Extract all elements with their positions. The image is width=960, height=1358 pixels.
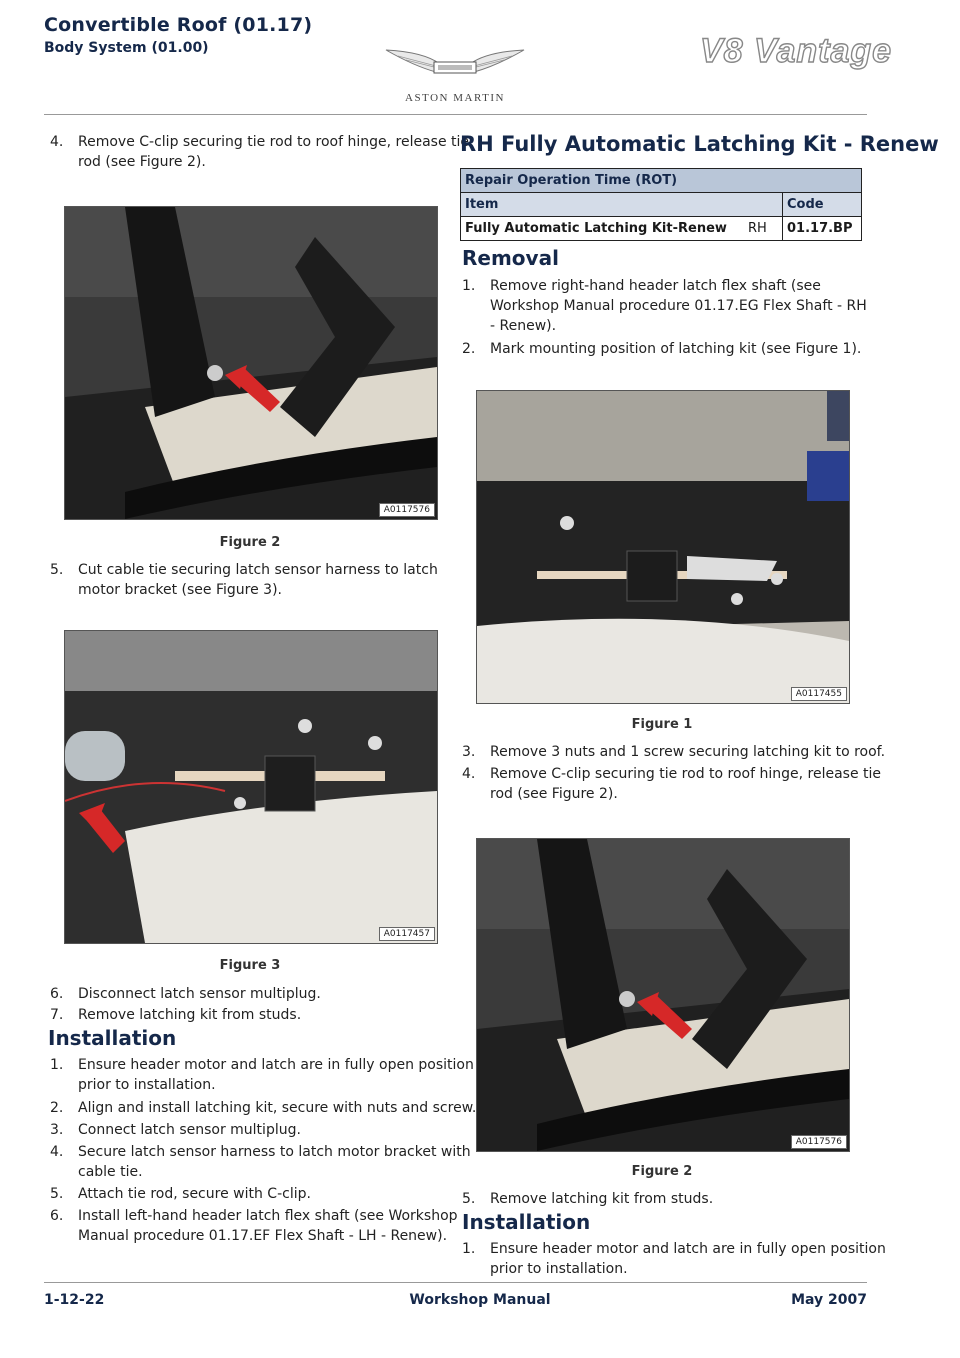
brand-wings-logo — [384, 42, 526, 88]
document-subtitle: Body System (01.00) — [44, 40, 209, 56]
install-step-1-left: 1. Ensure header motor and latch are in fully open position prior to installation. — [50, 1057, 474, 1093]
figure-2-photo-right — [476, 838, 850, 1152]
figure-2-code: A0117576 — [379, 503, 435, 517]
removal-step-1: 1. Remove right-hand header latch flex shaft (see Workshop Manual procedure 01.17.EG Flex Shaft - RH - Renew). — [462, 278, 867, 334]
step-5: 5. Cut cable tie securing latch sensor harness to latch motor bracket (see Figure 3). — [50, 562, 438, 598]
rot-row-side: RH — [744, 217, 783, 241]
removal-heading: Removal — [462, 246, 559, 270]
document-title: Convertible Roof (01.17) — [44, 14, 313, 36]
figure-1-caption: Figure 1 — [631, 717, 693, 732]
figure-2-code-right: A0117576 — [791, 1135, 847, 1149]
brand-name: ASTON MARTIN — [405, 92, 505, 104]
installation-heading-left: Installation — [48, 1026, 177, 1050]
install-step-3-left: 3. Connect latch sensor multiplug. — [50, 1122, 301, 1138]
step-7: 7. Remove latching kit from studs. — [50, 1007, 302, 1023]
removal-step-5: 5. Remove latching kit from studs. — [462, 1191, 714, 1207]
footer-rule — [44, 1282, 867, 1283]
figure-3-code: A0117457 — [379, 927, 435, 941]
figure-2-caption-right: Figure 2 — [631, 1164, 693, 1179]
install-step-5-left: 5. Attach tie rod, secure with C-clip. — [50, 1186, 311, 1202]
rot-row-item: Fully Automatic Latching Kit-Renew — [461, 217, 745, 241]
figure-1-photo — [476, 390, 850, 704]
header-rule — [44, 114, 867, 115]
section-title: RH Fully Automatic Latching Kit - Renew — [460, 132, 939, 156]
removal-step-2: 2. Mark mounting position of latching kit (see Figure 1). — [462, 341, 862, 357]
manual-name: Workshop Manual — [409, 1292, 551, 1308]
install-step-4-left: 4. Secure latch sensor harness to latch motor bracket with cable tie. — [50, 1144, 471, 1180]
rot-table — [460, 168, 862, 241]
figure-3-photo — [64, 630, 438, 944]
figure-3-caption: Figure 3 — [219, 958, 281, 973]
rot-row-code: 01.17.BP — [783, 217, 862, 241]
removal-step-3: 3. Remove 3 nuts and 1 screw securing latching kit to roof. — [462, 744, 886, 760]
step-6: 6. Disconnect latch sensor multiplug. — [50, 986, 321, 1002]
install-step-6-left: 6. Install left-hand header latch flex shaft (see Workshop Manual procedure 01.17.EF Flex Shaft - LH - Renew). — [50, 1208, 458, 1244]
rot-col-item: Item — [461, 193, 783, 217]
page-number: 1-12-22 — [44, 1292, 105, 1308]
figure-1-code: A0117455 — [791, 687, 847, 701]
removal-step-4: 4. Remove C-clip securing tie rod to roof hinge, release tie rod (see Figure 2). — [462, 766, 882, 802]
figure-2-caption: Figure 2 — [219, 535, 281, 550]
step-4: 4. Remove C-clip securing tie rod to roof hinge, release tie rod (see Figure 2). — [50, 134, 470, 170]
model-wordmark: V8 Vantage — [700, 32, 893, 70]
install-step-1-right: 1. Ensure header motor and latch are in fully open position prior to installation. — [462, 1241, 886, 1277]
installation-heading-right: Installation — [462, 1210, 591, 1234]
figure-2-photo — [64, 206, 438, 520]
install-step-2-left: 2. Align and install latching kit, secure with nuts and screw. — [50, 1100, 477, 1116]
publication-date: May 2007 — [791, 1292, 867, 1308]
rot-col-code: Code — [783, 193, 862, 217]
rot-table-header: Repair Operation Time (ROT) — [461, 169, 862, 193]
